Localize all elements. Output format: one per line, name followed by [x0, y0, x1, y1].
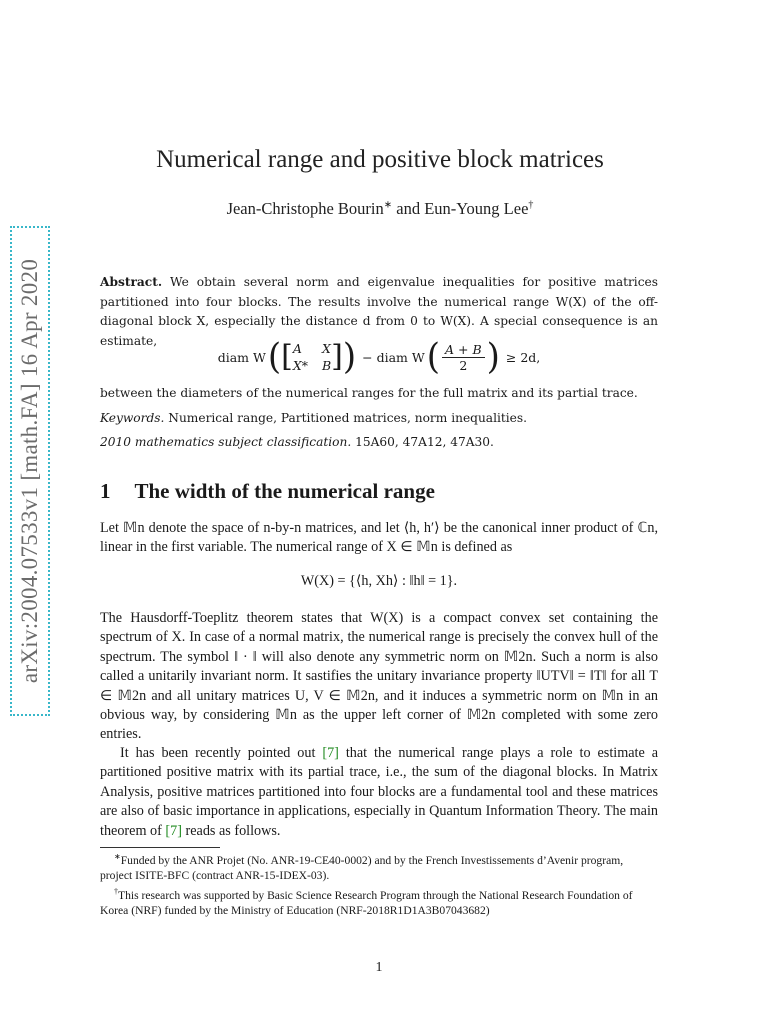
author-2-mark: †: [528, 199, 534, 211]
block-matrix: ( [ A X X* B ] ): [267, 336, 357, 378]
author-2: Eun-Young Lee: [424, 199, 529, 218]
msc-label: 2010 mathematics subject classification.: [100, 435, 352, 449]
arxiv-stamp: [10, 226, 50, 716]
matrix-entry-x: X: [321, 341, 331, 356]
author-1-mark: ∗: [383, 199, 393, 211]
footnote-1-text: Funded by the ANR Projet (No. ANR-19-CE40-0002) and by the French Investissements d’Avenir program, project ISITE-BFC (contract ANR-15-IDEX-03).: [100, 853, 624, 883]
abstract-label: Abstract.: [100, 275, 163, 289]
citation-link-7[interactable]: [7]: [322, 745, 339, 761]
abstract-text: We obtain several norm and eigenvalue inequalities for positive matrices partitioned into four blocks. The results involve the numerical range W(X) of the off-diagonal block X, especially the distance d from 0 to W(X). A special consequence is an estimate,: [100, 275, 658, 348]
fraction-group: ( $\frac{A + B}{2}$ ): [426, 336, 500, 378]
matrix-entry-b: B: [321, 358, 332, 373]
author-line: [100, 199, 660, 219]
author-conjunction: and: [396, 199, 421, 218]
paragraph-3-part-a: It has been recently pointed out: [120, 745, 323, 761]
paragraph-3-part-c: reads as follows.: [181, 822, 281, 839]
keywords: [100, 411, 658, 425]
abstract-continuation: between the diameters of the numerical ranges for the full matrix and its partial trace.: [100, 386, 638, 400]
footnote-1-mark: ∗: [114, 852, 121, 861]
page-number: 1: [375, 960, 383, 975]
footnote-1: [100, 849, 658, 884]
fraction-denominator: 2: [459, 357, 468, 373]
abstract-formula: [100, 336, 658, 378]
author-1: Jean-Christophe Bourin: [226, 199, 384, 218]
paragraph-3-part-b: that the numerical range plays a role to estimate a partitioned positive matrix with its partial trace, i.e., the sum of the diagonal blocks. In Matrix Analysis, positive matrices partitioned into four blocks are a fundamental tool and these matrices are also of basic importance in applications, especially in Quantum Information Theory. The main theorem of: [100, 745, 659, 839]
paragraph-2: The Hausdorff-Toeplitz theorem states that W(X) is a compact convex set containing the spectrum of X. In case of a normal matrix, the numerical range is precisely the convex hull of the spectrum. The symbol ‖ · ‖ will also denote any symmetric norm on 𝕄2n. Such a norm is also called a unitarily invariant norm. It sastifies the unitary invariance property ‖UTV‖ = ‖T‖ for all T ∈ 𝕄2n and all unitary matrices U, V ∈ 𝕄2n, and it induces a symmetric norm on 𝕄n in an obvious way, by considering 𝕄n as the upper left corner of 𝕄2n completed with some zero entries.: [100, 610, 658, 743]
paragraph-1: Let 𝕄n denote the space of n-by-n matrices, and let ⟨h, h′⟩ be the canonical inner product of ℂn, linear in the first variable. The numerical range of X ∈ 𝕄n is defined as: [100, 520, 658, 556]
formula-minus: −: [362, 349, 373, 365]
fraction-numerator: A + B: [442, 342, 485, 358]
section-title: The width of the numerical range: [134, 479, 435, 503]
arxiv-identifier: arXiv:2004.07533v1 [math.FA] 16 Apr 2020: [17, 258, 42, 684]
numerical-range-definition: W(X) = {⟨h, Xh⟩ : ‖h‖ = 1}.: [300, 573, 458, 589]
footnote-2: [100, 884, 658, 919]
footnote-2-mark: †: [114, 886, 118, 896]
footnote-rule: [100, 847, 220, 848]
paper-title: Numerical range and positive block matrices: [156, 146, 604, 173]
citation-link-7-second[interactable]: [7]: [165, 822, 182, 839]
section-heading: [100, 479, 435, 504]
formula-diam-1: diam W: [217, 349, 266, 365]
keywords-label: Keywords.: [100, 411, 165, 425]
keywords-text: Numerical range, Partitioned matrices, norm inequalities.: [168, 411, 528, 425]
paragraph-3: [100, 744, 658, 841]
formula-rhs: ≥ 2d,: [505, 349, 541, 365]
matrix-entry-xstar: X*: [292, 358, 308, 373]
footnote-2-text: This research was supported by Basic Science Research Program through the National Research Foundation of Korea (NRF) funded by the Ministry of Education (NRF-2018R1D1A3B07043682): [100, 888, 633, 917]
msc-text: 15A60, 47A12, 47A30.: [355, 435, 494, 449]
section-number: 1: [100, 479, 111, 503]
msc-classification: [100, 435, 658, 449]
formula-diam-2: diam W: [376, 349, 425, 365]
matrix-entry-a: A: [292, 341, 302, 356]
footnotes: [100, 849, 658, 918]
